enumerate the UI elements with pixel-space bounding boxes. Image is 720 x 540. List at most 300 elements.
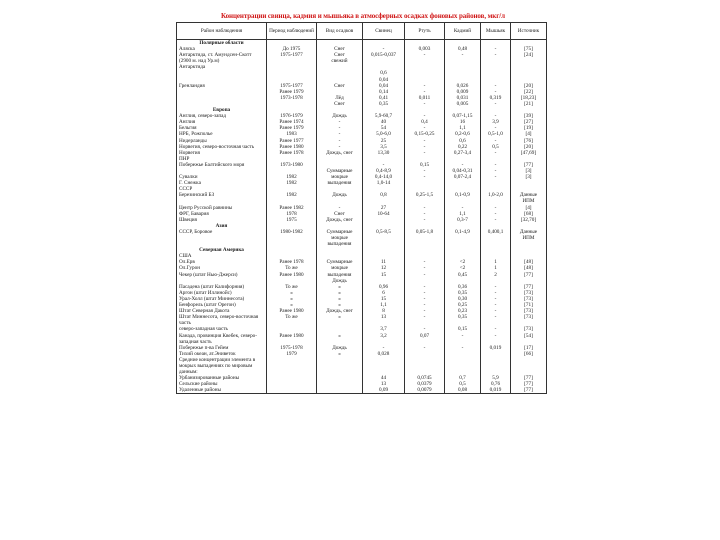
cell-period: Ранее 1980	[267, 333, 317, 345]
cell-period: 1980-1982	[267, 229, 317, 247]
empty-cell	[405, 40, 445, 47]
empty-cell	[481, 40, 511, 47]
cell-mercury	[405, 70, 445, 82]
cell-precip-type: Снег	[317, 211, 363, 217]
cell-lead: 3,2	[363, 333, 405, 345]
cell-lead: 0,41	[363, 95, 405, 101]
table-row	[177, 357, 547, 375]
cell-region: СССР	[177, 186, 267, 192]
cell-source: [73]	[511, 290, 547, 296]
cell-mercury: -	[405, 284, 445, 290]
table-row	[177, 314, 547, 326]
cell-arsenic: -	[481, 150, 511, 162]
header-lead: Свинец	[363, 23, 405, 40]
cell-arsenic: -	[481, 290, 511, 296]
cell-region: Англия, северо-запад	[177, 113, 267, 119]
cell-region: Англия	[177, 119, 267, 125]
cell-source: [47,69]	[511, 150, 547, 162]
cell-lead: 44	[363, 375, 405, 381]
cell-arsenic: -	[481, 308, 511, 314]
cell-lead: 0,96	[363, 284, 405, 290]
cell-lead: 0,4-14,0	[363, 174, 405, 180]
cell-region: Центр Русской равнины	[177, 205, 267, 211]
cell-lead: 0,6 0,04	[363, 70, 405, 82]
cell-lead	[363, 357, 405, 375]
cell-precip-type	[317, 70, 363, 82]
cell-source: [27]	[511, 119, 547, 125]
section-heading: Северная Америка	[177, 247, 267, 253]
header-region: Район наблюдения	[177, 23, 267, 40]
cell-period: 1979	[267, 351, 317, 357]
empty-cell	[445, 40, 481, 47]
cell-precip-type: »	[317, 302, 363, 308]
cell-precip-type: »	[317, 296, 363, 302]
cell-period: То же	[267, 265, 317, 271]
cell-mercury: 0,0079	[405, 387, 445, 394]
cell-precip-type: Дождь, снег	[317, 150, 363, 162]
cell-source: [3]	[511, 168, 547, 174]
cell-source: [77]	[511, 284, 547, 290]
cell-cadmium: 0,1-0,9	[445, 192, 481, 204]
cell-region: Г. Снежка	[177, 180, 267, 186]
cell-mercury: -	[405, 259, 445, 265]
cell-source: [71]	[511, 302, 547, 308]
cell-source: [20]	[511, 144, 547, 150]
cell-cadmium: -	[445, 333, 481, 345]
cell-cadmium: 0,35	[445, 290, 481, 296]
table-row	[177, 70, 547, 82]
cell-arsenic: -	[481, 125, 511, 131]
cell-mercury: -	[405, 138, 445, 144]
cell-period: 1976-1979	[267, 113, 317, 119]
cell-arsenic: -	[481, 211, 511, 217]
cell-cadmium: 16	[445, 119, 481, 125]
table-row	[177, 192, 547, 204]
cell-arsenic: -	[481, 162, 511, 168]
cell-source: [73]	[511, 326, 547, 332]
cell-source	[511, 70, 547, 82]
cell-source: [21]	[511, 101, 547, 107]
cell-arsenic: -	[481, 333, 511, 345]
cell-arsenic: -	[481, 296, 511, 302]
cell-cadmium: <2	[445, 259, 481, 265]
cell-period: Ранее 1982	[267, 205, 317, 211]
cell-mercury: -	[405, 89, 445, 95]
empty-cell	[317, 40, 363, 47]
cell-cadmium: 1,1	[445, 211, 481, 217]
cell-period: »	[267, 302, 317, 308]
cell-arsenic	[481, 357, 511, 375]
cell-source: [77]	[511, 387, 547, 394]
cell-region: Ол.Гурон	[177, 265, 267, 271]
cell-mercury: 0,003	[405, 46, 445, 52]
cell-period: 1983	[267, 131, 317, 137]
cell-cadmium: 0,031	[445, 95, 481, 101]
table-row	[177, 333, 547, 345]
cell-cadmium: 0,009	[445, 89, 481, 95]
cell-mercury: 0,011	[405, 95, 445, 101]
cell-source: [39]	[511, 113, 547, 119]
cell-period: 1982	[267, 180, 317, 186]
cell-precip-type: »	[317, 351, 363, 357]
cell-mercury	[405, 357, 445, 375]
cell-mercury: 0,15-0,25	[405, 131, 445, 137]
cell-source: [73]	[511, 308, 547, 314]
cell-region: ФРГ, Бавария	[177, 211, 267, 217]
cell-region: Аргон (штат Иллинойс)	[177, 290, 267, 296]
cell-mercury: -	[405, 144, 445, 150]
cell-precip-type: Дождь	[317, 192, 363, 204]
section-heading: Европа	[177, 107, 267, 113]
cell-arsenic: 0,319	[481, 95, 511, 101]
cell-arsenic: -	[481, 302, 511, 308]
cell-arsenic: -	[481, 326, 511, 332]
cell-cadmium: 0,5	[445, 381, 481, 387]
cell-lead: 1,0-14	[363, 180, 405, 186]
cell-arsenic: 1,0-2,0	[481, 192, 511, 204]
cell-mercury: -	[405, 296, 445, 302]
cell-period: 1978	[267, 211, 317, 217]
cell-precip-type: -	[317, 205, 363, 211]
cell-lead: 25	[363, 138, 405, 144]
cell-region: Штат Миннесота, северо-восточная часть	[177, 314, 267, 326]
cell-period: Ранее 1980	[267, 144, 317, 150]
cell-precip-type: Суммарные	[317, 259, 363, 265]
table-body	[177, 40, 547, 394]
cell-lead: 0,35	[363, 101, 405, 107]
section-heading: Азия	[177, 223, 267, 229]
cell-cadmium: -	[445, 345, 481, 351]
cell-precip-type: Снег	[317, 101, 363, 107]
cell-cadmium: 0,23	[445, 308, 481, 314]
cell-region: СССР, Боровое	[177, 229, 267, 247]
cell-lead: 12	[363, 265, 405, 271]
cell-period: »	[267, 290, 317, 296]
cell-period: Ранее 1977	[267, 138, 317, 144]
cell-lead: 0,015-0,037	[363, 52, 405, 64]
cell-source: [32,70]	[511, 217, 547, 223]
table-row	[177, 229, 547, 247]
cell-region	[177, 70, 267, 82]
cell-source: [77]	[511, 162, 547, 168]
cell-cadmium: 1,1	[445, 125, 481, 131]
cell-period: Ранее 1978	[267, 150, 317, 162]
cell-lead: 13	[363, 314, 405, 326]
cell-region: США	[177, 253, 267, 259]
cell-period: »	[267, 296, 317, 302]
cell-arsenic: -	[481, 89, 511, 95]
cell-lead: 13,30	[363, 150, 405, 162]
cell-period: Ранее 1980	[267, 272, 317, 284]
cell-period: 1982	[267, 174, 317, 180]
cell-arsenic: -	[481, 101, 511, 107]
cell-region: Сельские районы	[177, 381, 267, 387]
table-title: Концентрации свинца, кадмия и мышьяка в атмосферных осадках фоновых районов, мкг/л	[221, 12, 505, 20]
cell-period: 1975-1977	[267, 52, 317, 64]
cell-mercury: -	[405, 150, 445, 162]
header-arsenic: Мышьяк	[481, 23, 511, 40]
cell-region: Нидерланды	[177, 138, 267, 144]
cell-cadmium: 0,27-3,4	[445, 150, 481, 162]
cell-precip-type	[317, 387, 363, 394]
cell-lead: 40	[363, 119, 405, 125]
cell-source: [22]	[511, 89, 547, 95]
cell-precip-type: Дождь, снег	[317, 308, 363, 314]
empty-cell	[511, 40, 547, 47]
cell-region: Побережье п-ва Гейем	[177, 345, 267, 351]
cell-source: [76]	[511, 138, 547, 144]
cell-cadmium: 0,22	[445, 144, 481, 150]
cell-region: Удаленные районы	[177, 387, 267, 394]
cell-cadmium: 0,3-7	[445, 217, 481, 223]
cell-source: [19]	[511, 125, 547, 131]
cell-region: Ол.Ерв	[177, 259, 267, 265]
cell-mercury: -	[405, 272, 445, 284]
cell-period: 1973-1978	[267, 95, 317, 101]
section-row	[177, 40, 547, 47]
cell-region: Гренландия	[177, 83, 267, 89]
cell-precip-type: -	[317, 138, 363, 144]
cell-precip-type: -	[317, 144, 363, 150]
cell-mercury: -	[405, 174, 445, 180]
cell-region: Чекер (штат Нью-Джерси)	[177, 272, 267, 284]
cell-cadmium: 0,005	[445, 101, 481, 107]
cell-cadmium: 0,07-2,4	[445, 174, 481, 180]
cell-mercury: -	[405, 52, 445, 64]
cell-lead: 5,0-6,0	[363, 131, 405, 137]
cell-period	[267, 357, 317, 375]
cell-period: Ранее 1979	[267, 125, 317, 131]
header-period: Период наблюдений	[267, 23, 317, 40]
cell-precip-type: мокрые	[317, 174, 363, 180]
cell-mercury: -	[405, 211, 445, 217]
document-page	[174, 10, 552, 538]
cell-period: 1975-1977	[267, 83, 317, 89]
cell-cadmium: 0,36	[445, 284, 481, 290]
cell-period: Ранее 1979	[267, 89, 317, 95]
header-mercury: Ртуть	[405, 23, 445, 40]
cell-source: [20]	[511, 83, 547, 89]
cell-arsenic	[481, 70, 511, 82]
cell-arsenic: -	[481, 314, 511, 326]
cell-region: Штат Северная Дакота	[177, 308, 267, 314]
cell-mercury: 0,25-1,5	[405, 192, 445, 204]
data-table	[176, 22, 547, 394]
cell-precip-type	[317, 357, 363, 375]
cell-cadmium: 0,35	[445, 314, 481, 326]
cell-lead: 3,7	[363, 326, 405, 332]
cell-mercury: 0,0379	[405, 381, 445, 387]
cell-precip-type: Снег свежий	[317, 52, 363, 64]
cell-region: НРБ, Рожполье	[177, 131, 267, 137]
cell-source	[511, 357, 547, 375]
cell-arsenic: -	[481, 138, 511, 144]
cell-source: [24]	[511, 52, 547, 64]
cell-cadmium: 0,7	[445, 375, 481, 381]
cell-precip-type: Снег	[317, 46, 363, 52]
cell-region: Антарктида, ст. Амундсен-Скотт (2900 м. над Ур.м)	[177, 52, 267, 64]
cell-lead: 0,14	[363, 89, 405, 95]
cell-arsenic: -	[481, 83, 511, 89]
cell-cadmium: 0,026	[445, 83, 481, 89]
cell-source: [4]	[511, 131, 547, 137]
cell-arsenic: 0,5-1,0	[481, 131, 511, 137]
cell-period: 1975	[267, 217, 317, 223]
table-row	[177, 272, 547, 284]
cell-region: Сувалки	[177, 174, 267, 180]
cell-region: северо-западная часть	[177, 326, 267, 332]
cell-cadmium: 0,2-0,6	[445, 131, 481, 137]
cell-lead: 0,09	[363, 387, 405, 394]
cell-source: [48]	[511, 265, 547, 271]
header-cadmium: Кадмий	[445, 23, 481, 40]
cell-arsenic: -	[481, 284, 511, 290]
empty-cell	[267, 40, 317, 47]
section-heading: Полярные области	[177, 40, 267, 47]
cell-lead: 13	[363, 381, 405, 387]
table-row	[177, 52, 547, 64]
cell-period: Ранее 1974	[267, 119, 317, 125]
cell-period	[267, 387, 317, 394]
cell-lead: 3,5	[363, 144, 405, 150]
cell-source: Данные ИПМ	[511, 192, 547, 204]
cell-source: [77]	[511, 381, 547, 387]
table-row	[177, 150, 547, 162]
cell-lead: 5,9-60,7	[363, 113, 405, 119]
cell-mercury: 0,0745	[405, 375, 445, 381]
cell-lead: 0,04	[363, 83, 405, 89]
cell-period: 1973-1980	[267, 162, 317, 168]
cell-cadmium: 0,25	[445, 302, 481, 308]
cell-source: [75]	[511, 46, 547, 52]
cell-precip-type: »	[317, 314, 363, 326]
cell-cadmium: 0,45	[445, 272, 481, 284]
cell-precip-type: »	[317, 284, 363, 290]
cell-lead: 15	[363, 296, 405, 302]
cell-source: Данные ИПМ	[511, 229, 547, 247]
cell-source: [73]	[511, 296, 547, 302]
cell-source: [73]	[511, 314, 547, 326]
cell-region: Аляска	[177, 46, 267, 52]
cell-cadmium: 0,1-4,9	[445, 229, 481, 247]
cell-source: [48]	[511, 259, 547, 265]
cell-cadmium	[445, 357, 481, 375]
cell-region: Побережье Балтийского моря	[177, 162, 267, 168]
cell-mercury: 0,4	[405, 119, 445, 125]
cell-period: Ранее 1980	[267, 308, 317, 314]
cell-mercury: -	[405, 113, 445, 119]
cell-source: [68]	[511, 211, 547, 217]
cell-cadmium: 0,07-1,15	[445, 113, 481, 119]
cell-region: Пасадена (штат Калифорния)	[177, 284, 267, 290]
cell-mercury: -	[405, 83, 445, 89]
cell-lead: 10-64	[363, 211, 405, 217]
cell-precip-type: выпадения Дождь	[317, 272, 363, 284]
cell-cadmium: -	[445, 205, 481, 211]
cell-source: [17]	[511, 345, 547, 351]
cell-precip-type: Суммарные мокрые выпадения	[317, 229, 363, 247]
cell-cadmium: 0,6	[445, 138, 481, 144]
cell-source: [66]	[511, 351, 547, 357]
cell-region: Урал-Холл (штат Миннесота)	[177, 296, 267, 302]
cell-period: То же	[267, 314, 317, 326]
cell-mercury: -	[405, 326, 445, 332]
cell-arsenic: 2	[481, 272, 511, 284]
cell-mercury: -	[405, 314, 445, 326]
cell-arsenic: 0,019	[481, 345, 511, 351]
cell-precip-type: Суммарные	[317, 168, 363, 174]
cell-mercury: -	[405, 168, 445, 174]
cell-mercury: -	[405, 217, 445, 223]
cell-cadmium	[445, 70, 481, 82]
cell-region: Швеция	[177, 217, 267, 223]
cell-lead: -	[363, 345, 405, 351]
cell-region: Тихий океан, ат.Эниветок	[177, 351, 267, 357]
cell-arsenic: 1	[481, 259, 511, 265]
cell-region: Березинский БЗ	[177, 192, 267, 204]
cell-precip-type: выпадения	[317, 180, 363, 186]
cell-mercury: -	[405, 265, 445, 271]
cell-arsenic: -	[481, 168, 511, 174]
cell-arsenic: -	[481, 174, 511, 180]
cell-cadmium: -	[445, 52, 481, 64]
cell-period: То же	[267, 284, 317, 290]
cell-mercury: -	[405, 101, 445, 107]
cell-cadmium: 0,08	[445, 387, 481, 394]
cell-cadmium: 0,15	[445, 326, 481, 332]
cell-precip-type: Дождь	[317, 113, 363, 119]
cell-source: [4]	[511, 205, 547, 211]
cell-lead: 0,4-8,9	[363, 168, 405, 174]
empty-cell	[363, 40, 405, 47]
cell-mercury: -	[405, 345, 445, 351]
cell-region: Норвегия, северо-восточная часть	[177, 144, 267, 150]
cell-period: 1975-1978	[267, 345, 317, 351]
cell-arsenic: -	[481, 217, 511, 223]
cell-mercury: -	[405, 290, 445, 296]
cell-lead: 27	[363, 205, 405, 211]
cell-lead: 0,5-8,5	[363, 229, 405, 247]
cell-period	[267, 70, 317, 82]
cell-source: [77]	[511, 272, 547, 284]
header-precip-type: Вид осадков	[317, 23, 363, 40]
cell-lead: 15	[363, 272, 405, 284]
cell-lead: 8	[363, 308, 405, 314]
cell-arsenic: -	[481, 205, 511, 211]
cell-mercury: -	[405, 205, 445, 211]
cell-period: До 1975	[267, 46, 317, 52]
cell-mercury: -	[405, 302, 445, 308]
cell-source: [54]	[511, 333, 547, 345]
cell-cadmium: 0,48	[445, 46, 481, 52]
cell-region: Канада, провинция Квебек, северо-западная часть	[177, 333, 267, 345]
cell-arsenic: 0,400,1	[481, 229, 511, 247]
cell-lead: 0,028	[363, 351, 405, 357]
cell-arsenic: 3,9	[481, 119, 511, 125]
cell-precip-type: мокрые	[317, 265, 363, 271]
cell-precip-type: -	[317, 131, 363, 137]
cell-source: [3]	[511, 174, 547, 180]
cell-arsenic: 1	[481, 265, 511, 271]
cell-lead: 0,8	[363, 192, 405, 204]
cell-region: Бенфорель (штат Орегон)	[177, 302, 267, 308]
cell-lead: 6	[363, 290, 405, 296]
cell-arsenic: -	[481, 113, 511, 119]
cell-mercury: 0,15	[405, 162, 445, 168]
cell-lead: 1,1	[363, 302, 405, 308]
cell-precip-type: Лёд	[317, 95, 363, 101]
cell-cadmium: -	[445, 162, 481, 168]
